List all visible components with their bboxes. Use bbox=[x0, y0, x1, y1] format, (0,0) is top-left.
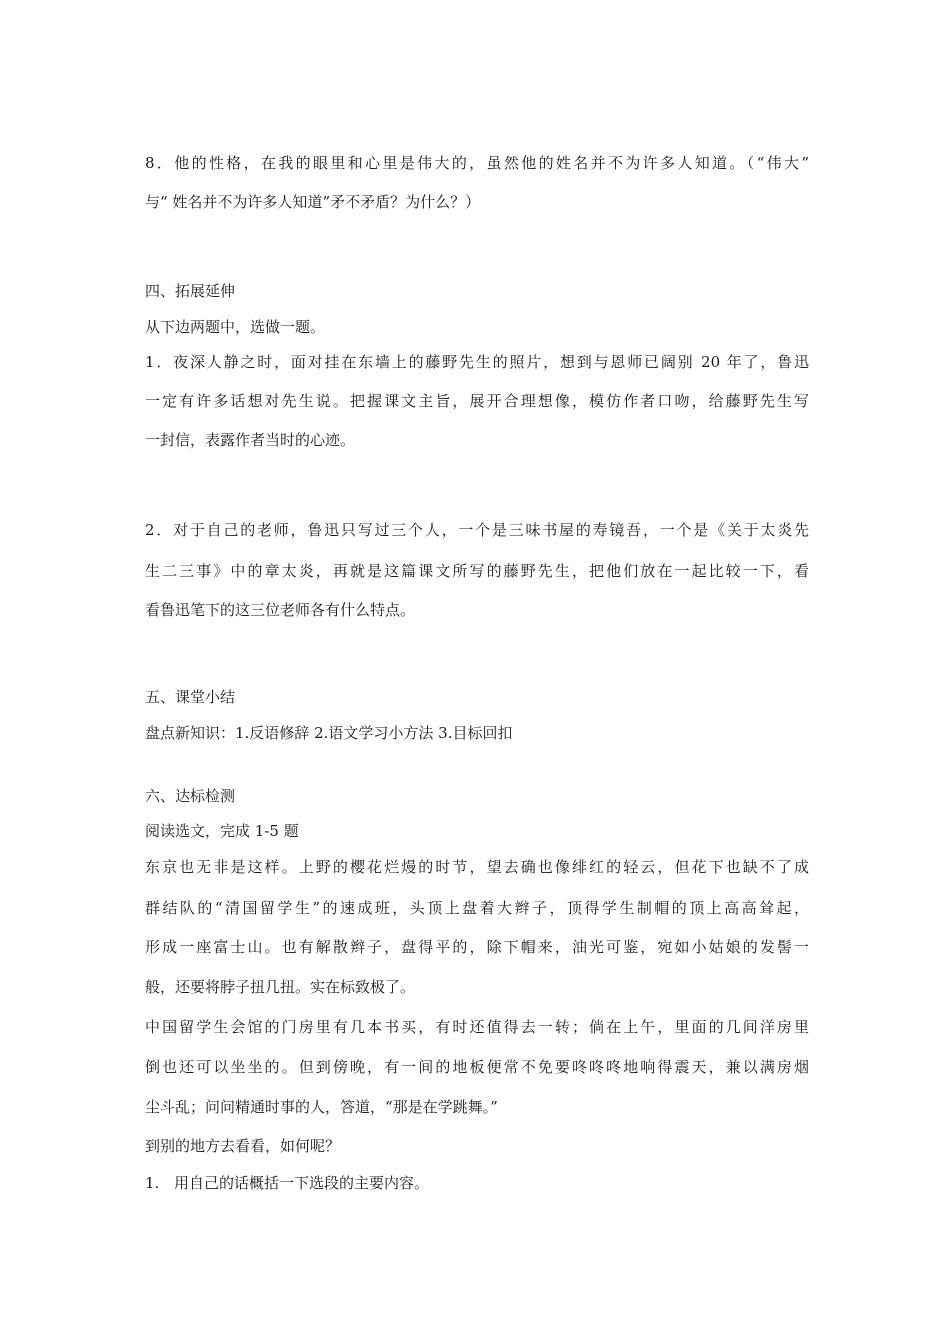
section-5-heading: 五、课堂小结 bbox=[145, 688, 236, 706]
section-4-heading: 四、拓展延伸 bbox=[145, 282, 236, 300]
question-1-number: 1. bbox=[145, 1174, 160, 1192]
section-4-item-2-line-2: 生二三事》中的章太炎，再就是这篇课文所写的藤野先生，把他们放在一起比较一下，看 bbox=[145, 562, 809, 580]
question-8-line-2: 与“ 姓名并不为许多人知道”矛不矛盾？为什么？） bbox=[145, 193, 481, 211]
section-4-item-1-line-3: 一封信，表露作者当时的心迹。 bbox=[145, 431, 356, 449]
section-4-item-2-line-1: 2．对于自己的老师，鲁迅只写过三个人，一个是三味书屋的寿镜吾，一个是《关于太炎先 bbox=[145, 521, 809, 539]
passage-para-3: 到别的地方去看看，如何呢？ bbox=[145, 1137, 341, 1155]
passage-para-1-line-2: 群结队的“清国留学生”的速成班，头顶上盘着大辫子，顶得学生制帽的顶上高高耸起， bbox=[145, 899, 809, 917]
passage-para-2-line-3: 尘斗乱；问问精通时事的人，答道，“那是在学跳舞。” bbox=[145, 1098, 498, 1116]
passage-para-1-line-4: 般，还要将脖子扭几扭。实在标致极了。 bbox=[145, 978, 416, 996]
passage-para-2-line-1: 中国留学生会馆的门房里有几本书买，有时还值得去一转；倘在上午，里面的几间洋房里 bbox=[145, 1018, 809, 1036]
question-8-line-1: 8．他的性格，在我的眼里和心里是伟大的，虽然他的姓名并不为许多人知道。（“伟大” bbox=[145, 154, 809, 172]
section-4-item-1-line-2: 一定有许多话想对先生说。把握课文主旨，展开合理想像，模仿作者口吻，给藤野先生写 bbox=[145, 392, 809, 410]
passage-para-1-line-3: 形成一座富士山。也有解散辫子，盘得平的，除下帽来，油光可鉴，宛如小姑娘的发髻一 bbox=[145, 938, 809, 956]
section-4-item-1-line-1: 1．夜深人静之时，面对挂在东墙上的藤野先生的照片，想到与恩师已阔别 20 年了，鲁迅 bbox=[145, 353, 809, 371]
section-4-intro: 从下边两题中，选做一题。 bbox=[145, 318, 326, 336]
section-5-summary: 盘点新知识：1.反语修辞 2.语文学习小方法 3.目标回扣 bbox=[145, 724, 513, 742]
section-4-item-2-line-3: 看鲁迅笔下的这三位老师各有什么特点。 bbox=[145, 601, 416, 619]
section-6-intro: 阅读选文，完成 1-5 题 bbox=[145, 822, 299, 840]
section-6-heading: 六、达标检测 bbox=[145, 787, 236, 805]
question-1 bbox=[145, 1172, 809, 1194]
passage-para-1-line-1: 东京也无非是这样。上野的樱花烂熳的时节，望去确也像绯红的轻云，但花下也缺不了成 bbox=[145, 858, 809, 876]
passage-para-2-line-2: 倒也还可以坐坐的。但到傍晚，有一间的地板便常不免要咚咚咚地响得震天，兼以满房烟 bbox=[145, 1058, 809, 1076]
question-1-text: 用自己的话概括一下选段的主要内容。 bbox=[174, 1174, 430, 1192]
